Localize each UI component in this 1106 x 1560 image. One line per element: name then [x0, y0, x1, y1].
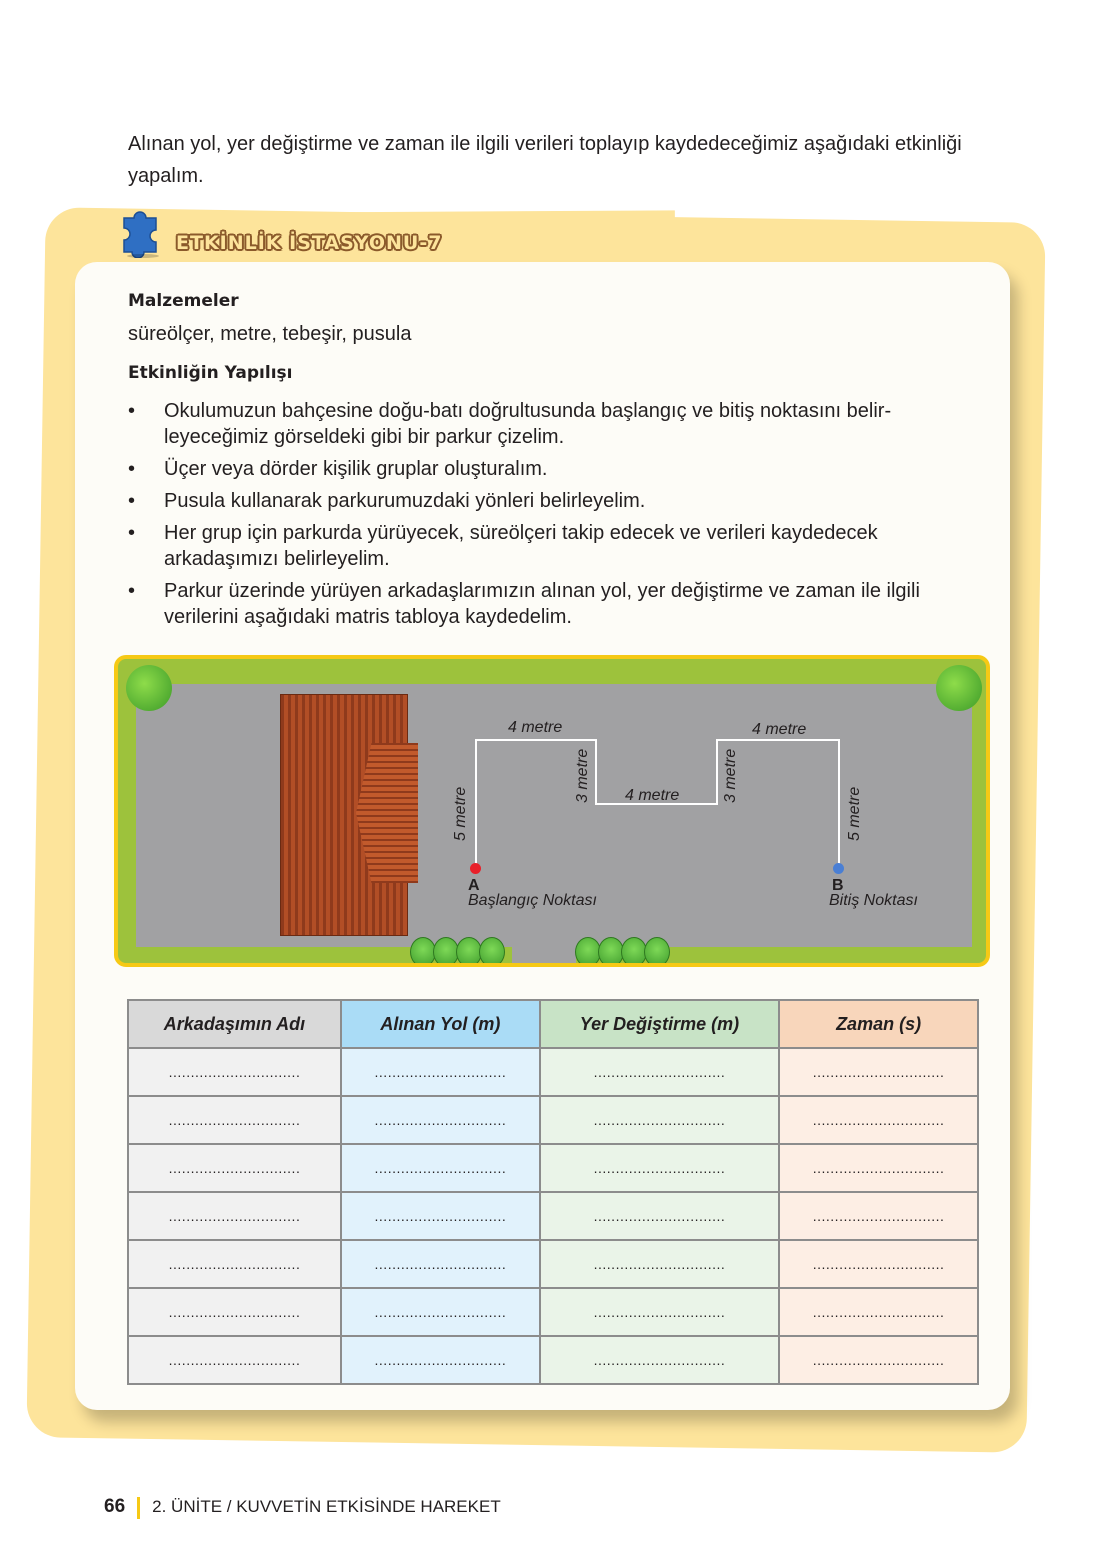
cell-displacement[interactable]: ..............................	[540, 1048, 779, 1096]
tree-icon	[126, 665, 172, 711]
cell-distance[interactable]: ..............................	[341, 1288, 540, 1336]
path-segment	[716, 739, 840, 741]
segment-label: 4 metre	[752, 721, 807, 738]
cell-time[interactable]: ..............................	[779, 1192, 978, 1240]
cell-friend-name[interactable]: ..............................	[128, 1240, 341, 1288]
cell-distance[interactable]: ..............................	[341, 1144, 540, 1192]
end-point-letter: B	[832, 877, 844, 894]
table-row	[128, 1048, 978, 1096]
segment-label: 3 metre	[574, 748, 591, 803]
cell-displacement[interactable]: ..............................	[540, 1144, 779, 1192]
cell-distance[interactable]: ..............................	[341, 1192, 540, 1240]
bush-icon	[644, 937, 670, 967]
cell-friend-name[interactable]: ..............................	[128, 1096, 341, 1144]
cell-friend-name[interactable]: ..............................	[128, 1192, 341, 1240]
step-item: • Her grup için parkurda yürüyecek, süreölçeri takip edecek ve verileri kaydedecek arkadaşımızı belirleyelim.	[128, 522, 878, 570]
cell-time[interactable]: ..............................	[779, 1240, 978, 1288]
header-time: Zaman (s)	[779, 1000, 978, 1048]
cell-displacement[interactable]: ..............................	[540, 1240, 779, 1288]
table-row	[128, 1240, 978, 1288]
intro-paragraph: Alınan yol, yer değiştirme ve zaman ile ilgili verileri toplayıp kaydedeceğimiz aşağıdaki etkinliği yapalım.	[128, 133, 962, 187]
procedure-steps	[128, 398, 988, 636]
step-item: • Parkur üzerinde yürüyen arkadaşlarımızın alınan yol, yer değiştirme ve zaman ile ilgili verilerini aşağıdaki matris tabloya kaydedelim.	[128, 580, 920, 628]
end-point-marker	[833, 863, 844, 874]
cell-time[interactable]: ..............................	[779, 1288, 978, 1336]
table-row	[128, 1096, 978, 1144]
cell-displacement[interactable]: ..............................	[540, 1096, 779, 1144]
cell-displacement[interactable]: ..............................	[540, 1288, 779, 1336]
step-item: • Pusula kullanarak parkurumuzdaki yönleri belirleyelim.	[128, 490, 646, 512]
segment-label: 5 metre	[452, 786, 469, 841]
yard-entrance	[512, 929, 576, 963]
tree-icon	[936, 665, 982, 711]
cell-displacement[interactable]: ..............................	[540, 1192, 779, 1240]
course-map	[114, 655, 990, 967]
segment-label: 5 metre	[846, 786, 863, 841]
step-item: • Üçer veya dörder kişilik gruplar oluşturalım.	[128, 458, 548, 480]
cell-time[interactable]: ..............................	[779, 1096, 978, 1144]
page-number: 66	[104, 1496, 126, 1517]
table-row	[128, 1288, 978, 1336]
footer-divider	[137, 1497, 140, 1519]
cell-friend-name[interactable]: ..............................	[128, 1336, 341, 1384]
cell-distance[interactable]: ..............................	[341, 1096, 540, 1144]
path-segment	[475, 739, 597, 741]
path-segment	[838, 739, 840, 865]
end-point-label: Bitiş Noktası	[829, 892, 918, 909]
data-matrix-table	[127, 999, 979, 1385]
table-row	[128, 1144, 978, 1192]
segment-label: 4 metre	[508, 719, 563, 736]
table-row	[128, 1192, 978, 1240]
header-displacement: Yer Değiştirme (m)	[540, 1000, 779, 1048]
cell-distance[interactable]: ..............................	[341, 1048, 540, 1096]
bush-icon	[479, 937, 505, 967]
path-segment	[475, 739, 477, 869]
step-item: • Okulumuzun bahçesine doğu-batı doğrultusunda başlangıç ve bitiş noktasını belir-leyeceğimiz görseldeki gibi bir parkur çizelim.	[128, 400, 892, 448]
materials-heading: Malzemeler	[128, 291, 239, 311]
puzzle-icon	[118, 200, 168, 258]
cell-displacement[interactable]: ..............................	[540, 1336, 779, 1384]
materials-list: süreölçer, metre, tebeşir, pusula	[128, 323, 412, 345]
header-distance: Alınan Yol (m)	[341, 1000, 540, 1048]
cell-friend-name[interactable]: ..............................	[128, 1288, 341, 1336]
path-segment	[595, 739, 597, 805]
cell-distance[interactable]: ..............................	[341, 1240, 540, 1288]
cell-time[interactable]: ..............................	[779, 1336, 978, 1384]
segment-label: 4 metre	[625, 787, 680, 804]
table-row	[128, 1336, 978, 1384]
cell-distance[interactable]: ..............................	[341, 1336, 540, 1384]
procedure-heading: Etkinliğin Yapılışı	[128, 363, 293, 383]
unit-title: 2. ÜNİTE / KUVVETİN ETKİSİNDE HAREKET	[152, 1497, 501, 1516]
cell-time[interactable]: ..............................	[779, 1144, 978, 1192]
header-friend-name: Arkadaşımın Adı	[128, 1000, 341, 1048]
start-point-letter: A	[468, 877, 480, 894]
table-header-row	[128, 1000, 978, 1048]
cell-time[interactable]: ..............................	[779, 1048, 978, 1096]
station-title: ETKİNLİK İSTASYONU-7	[176, 232, 443, 254]
path-segment	[716, 739, 718, 805]
start-point-label: Başlangıç Noktası	[468, 892, 597, 909]
cell-friend-name[interactable]: ..............................	[128, 1048, 341, 1096]
page-footer	[104, 1496, 501, 1519]
cell-friend-name[interactable]: ..............................	[128, 1144, 341, 1192]
start-point-marker	[470, 863, 481, 874]
segment-label: 3 metre	[722, 748, 739, 803]
